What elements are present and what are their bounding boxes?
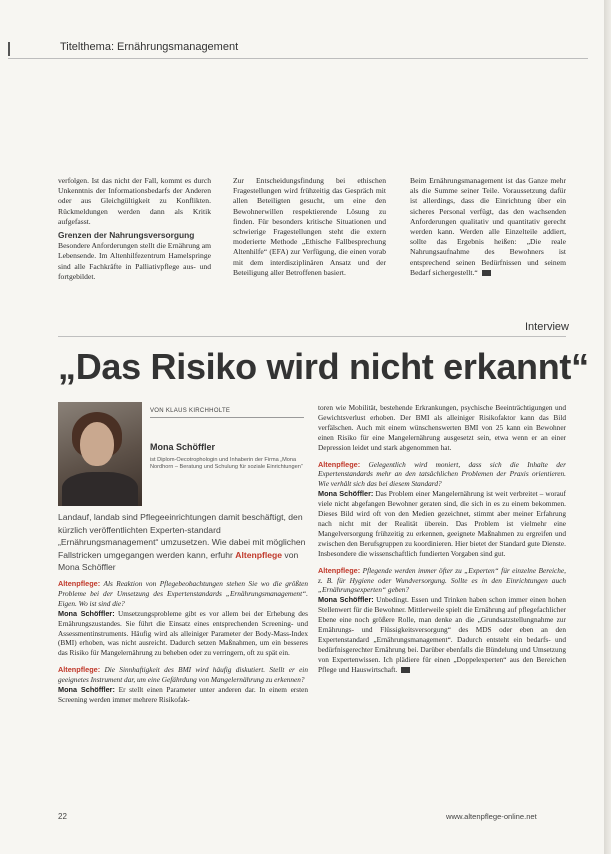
portrait-face <box>80 422 114 466</box>
question-text: Gelegentlich wird moniert, dass sich die Inhalte der Expertenstandards mehr an den tatsächlichen Problemen der Praxis orientieren. Wie verhält sich das bei diesem Standard? <box>318 459 566 489</box>
interview-lead <box>58 511 308 574</box>
question-text: Als Reaktion von Pflegebeobachtungen stehen Sie wo die größten Probleme bei der Umsetzung des Expertenstandards „Ernährungsmanagement“. Eigen. Wo ist sind die? <box>58 579 308 608</box>
question-label: Altenpflege: <box>58 665 101 675</box>
author-byline: VON KLAUS KIRCHHOLTE <box>150 408 304 418</box>
interviewee-name: Mona Schöffler <box>150 442 216 452</box>
interview-column-left <box>58 572 308 705</box>
answer-continued: toren wie Mobilität, bestehende Erkrankungen, psychische Beeinträchtigungen und Gewichtsverlust erhoben. Der BMI als alleiniger Risikofaktor kann das Bild verfälschen. Auch mit einem wünschenswerten BMI von 25 kann ein Bewohner einen Risiko für eine Mangelernährung ausgesetzt sein, etwa wenn er an einer Depression leidet und stark abgenommen hat. <box>318 403 566 452</box>
answer <box>318 595 566 674</box>
answer-text: Umsetzungsprobleme gibt es vor allem bei der Erhebung des Ernährungszustandes. Sie führt die Einsatz eines entsprechenden Screening- und Assessmentinstruments. Häufig wird als alleiniger Parameter der Body-Mass-Index (BMI) erhoben, was nicht ausreicht. Dadurch setzen Maßnahmen, um ein besseres das Risiko für Mangelernährung zu beheben oder zu verringern, oft zu spät ein. <box>58 608 309 658</box>
article-column-2 <box>233 176 386 278</box>
question <box>318 460 566 490</box>
question-label: Altenpflege: <box>318 565 361 575</box>
page-number: 22 <box>58 812 67 821</box>
question <box>58 665 308 685</box>
article-column-1 <box>58 176 211 282</box>
question-text: Pflegende werden immer öfter zu „Experten“ für einzelne Bereiche, z. B. für Hygiene oder Wundversorgung. Sollte es in den Einrichtungen auch „Ernährungsexperten“ geben? <box>318 565 567 595</box>
question-label: Altenpflege: <box>58 579 101 588</box>
interviewee-description: ist Diplom-Oecotrophologin und Inhaberin der Firma „Mona Nordhorn – Beratung und Schulung für soziale Einrichtungen“ <box>150 457 303 470</box>
question <box>318 566 566 596</box>
answer-label: Mona Schöffler: <box>58 685 115 695</box>
answer <box>58 685 308 705</box>
article-paragraph: verfolgen. Ist das nicht der Fall, kommt es durch Unkenntnis der Informationsbedarfs der Anderen oder aus Gleichgültigkeit zu Konflikten. Rückmeldungen werden dann als Kritik aufgefasst. <box>58 176 211 226</box>
question-text: Die Sinnhaftigkeit des BMI wird häufig diskutiert. Stellt er ein geeignetes Instrument dar, um eine Gefährdung von Mangelernährung zu erkennen? <box>58 665 308 685</box>
article-subhead: Grenzen der Nahrungsversorgung <box>58 230 195 241</box>
article-paragraph: Besondere Anforderungen stellt die Ernährung am Lebensende. Im Altenhilfezentrum Hamelspringe sind alle Fachkräfte in Palliativpflege aus- und fortgebildet. <box>58 241 211 281</box>
answer-label: Mona Schöffler: <box>318 595 374 605</box>
question-label: Altenpflege: <box>318 459 361 469</box>
answer-label: Mona Schöffler: <box>318 489 374 499</box>
section-marker <box>8 42 10 56</box>
portrait-shoulders <box>62 472 138 506</box>
answer-text: Er stellt einen Parameter unter anderen dar. In einem ersten Screening werden immer mehrere Risikofak- <box>58 685 308 704</box>
end-of-article-marker <box>401 667 410 673</box>
divider <box>58 336 566 337</box>
answer <box>318 489 566 558</box>
section-header <box>8 40 588 59</box>
lead-text-end: von Mona Schöffler <box>58 549 299 573</box>
answer <box>58 609 308 659</box>
answer-label: Mona Schöffler: <box>58 608 115 618</box>
article-paragraph: Zur Entscheidungsfindung bei ethischen Fragestellungen wird frühzeitig das Gespräch mit allen Beteiligten gesucht, um eine den Bewohnerwillen respektierende Lösung zu finden. Für besonders kritische Situationen und schwierige Fragestellungen steht die extern moderierte Methode „Ethische Fallbesprechung Altenhilfe“ (EFA) zur Verfügung, die einen vorab mit dem interdisziplinären Ansatz und der Beteiligung aller Betroffenen basiert. <box>233 176 386 277</box>
article-text: Beim Ernährungsmanagement ist das Ganze mehr als die Summe seiner Teile. Voraussetzung dafür ist allerdings, dass die Einrichtung über ein sicheres Personal verfügt, das den wachsenden Anforderungen qualitativ und quantitativ gerecht werden kann. Werden alle Einzelteile addiert, sollte das Ergebnis heißen: „Die reale Nahrungsaufnahme des Bewohners ist entsprechend seinen Bedürfnissen und seinem Bedarf sichergestellt.“ <box>410 176 566 277</box>
website-link[interactable]: www.altenpflege-online.net <box>446 812 537 821</box>
answer-text: Unbedingt. Essen und Trinken haben schon immer einen hohen Stellenwert für die Bewohner. Mittlerweile spielt die Ernährung auf pflegefachlicher Ebene eine noch größere Rolle, man denke an die „Grundsatzstellungnahme zur Ernährungs- und Flüssigkeitsversorgung“ des MDS oder eben an den Expertenstandard „Ernährungsmanagement“. Dadurch entsteht ein bedarfs- und bedürfnisgerechter Ernährung bei. Darüber ebenfalls die Bündelung und Umsetzung von Expertenwissen. Ich plädiere für einen „Doppelexperten“ aus den Bereichen Pflege und Hauswirtschaft. <box>318 595 567 674</box>
section-title: Titelthema: Ernährungsmanagement <box>60 41 239 53</box>
page-gutter <box>604 0 611 854</box>
portrait-photo <box>58 402 142 506</box>
article-paragraph <box>410 176 566 278</box>
question <box>58 579 308 609</box>
article-column-3 <box>410 176 566 278</box>
lead-text: Landauf, landab sind Pflegeeinrichtungen damit beschäftigt, den kürzlich veröffentlichten Experten-standard „Ernährungsmanagement“ umzusetzen. Wie dabei mit möglichen Fallstricken umgegangen werden kann, erfuhr <box>58 512 306 560</box>
end-of-article-marker <box>482 270 491 276</box>
interview-headline: „Das Risiko wird nicht erkannt“ <box>58 346 589 387</box>
interview-column-right <box>318 403 566 675</box>
answer-text: Das Problem einer Mangelernährung ist weit verbreitet – worauf viele nicht abgefangen Bewohner geraten sind, die sich in es zu einem bekommen. Dieses Bild wird oft von den Medien gezeichnet, stimmt aber meiner Erfahrung nach nicht mit der Realität überein. Das Problem ist vielmehr eine Mangelversorgung frühzeitig zu erkennen, geeignete Maßnahmen zu ergreifen und zwischen den Berufsgruppen zu koordinieren. Hier bietet der Standard gute Dienste. Insbesondere die wissenschaftlich fundierten Vorgaben sind gut. <box>318 489 566 558</box>
lead-brand: Altenpflege <box>235 549 283 560</box>
interview-category: Interview <box>524 321 569 333</box>
